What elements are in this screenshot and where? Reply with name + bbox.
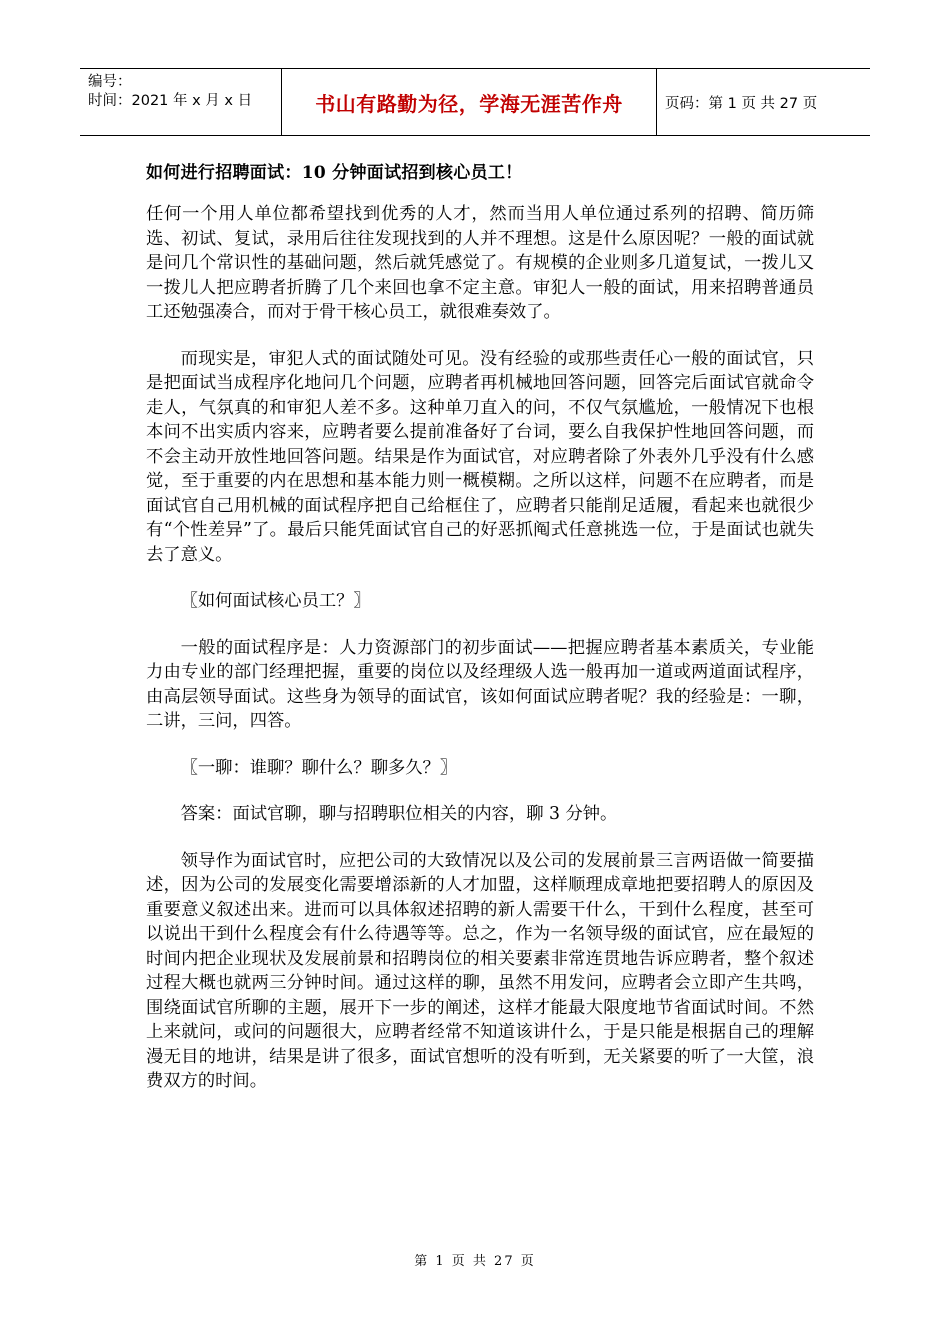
paragraph-intro: 任何一个用人单位都希望找到优秀的人才，然而当用人单位通过系列的招聘、简历筛选、初试、复试，录用后往往发现找到的人并不理想。这是什么原因呢？一般的面试就是问几个常识性的基础问题，然后就凭感觉了。有规模的企业则多几道复试，一拨儿又一拨儿人把应聘者折腾了几个来回也拿不定主意。审犯人一般的面试，用来招聘普通员工还勉强凑合，而对于骨干核心员工，就很难奏效了。	[146, 204, 814, 322]
document-date-label: 时间：2021 年 x 月 x 日	[88, 93, 253, 109]
article-title: 如何进行招聘面试：10 分钟面试招到核心员工！	[146, 163, 523, 183]
paragraph-interview-process: 一般的面试程序是：人力资源部门的初步面试——把握应聘者基本素质关，专业能力由专业的部门经理把握，重要的岗位以及经理级人选一般再加一道或两道面试程序，由高层领导面试。这些身为领导的面试官，该如何面试应聘者呢？我的经验是：一聊，二讲，三问，四答。	[146, 637, 814, 731]
paragraph-chat-answer: 答案：面试官聊，聊与招聘职位相关的内容，聊 3 分钟。	[180, 804, 618, 824]
section-heading-chat: 〖一聊：谁聊？聊什么？聊多久？〗	[180, 757, 458, 778]
paragraph-reality: 而现实是，审犯人式的面试随处可见。没有经验的或那些责任心一般的面试官，只是把面试当成程序化地问几个问题，应聘者再机械地回答问题，回答完后面试官就命令走人，气氛真的和审犯人差不多。这种单刀直入的问，不仅气氛尴尬，一般情况下也根本问不出实质内容来，应聘者要么提前准备好了台词，要么自我保护性地回答问题，而不会主动开放性地回答问题。结果是作为面试官，对应聘者除了外表外几乎没有什么感觉，至于重要的内在思想和基本能力则一概模糊。之所以这样，问题不在应聘者，而是面试官自己用机械的面试程序把自己给框住了，应聘者只能削足适履，看起来也就很少有“个性差异”了。最后只能凭面试官自己的好恶抓阄式任意挑选一位，于是面试也就失去了意义。	[146, 348, 814, 565]
header-meta-cell	[80, 69, 282, 135]
page-footer: 第 1 页 共 27 页	[414, 1254, 536, 1269]
document-header	[80, 68, 870, 136]
header-motto: 书山有路勤为径，学海无涯苦作舟	[282, 69, 657, 135]
header-page-label: 页码：第 1 页 共 27 页	[665, 95, 818, 112]
section-heading-how-to-interview: 〖如何面试核心员工？〗	[180, 591, 371, 611]
document-number-label: 编号：	[88, 74, 132, 90]
paragraph-chat-details: 领导作为面试官时，应把公司的大致情况以及公司的发展前景三言两语做一简要描述，因为公司的发展变化需要增添新的人才加盟，这样顺理成章地把要招聘人的原因及重要意义叙述出来。进而可以具体叙述招聘的新人需要干什么，干到什么程度，甚至可以说出干到什么程度会有什么待遇等等。总之，作为一名领导级的面试官，应在最短的时间内把企业现状及发展前景和招聘岗位的相关要素非常连贯地告诉应聘者，整个叙述过程大概也就两三分钟时间。通过这样的聊，虽然不用发问，应聘者会立即产生共鸣，围绕面试官所聊的主题，展开下一步的阐述，这样才能最大限度地节省面试时间。不然上来就问，或问的问题很大，应聘者经常不知道该讲什么，于是只能是根据自己的理解漫无目的地讲，结果是讲了很多，面试官想听的没有听到，无关紧要的听了一大筐，浪费双方的时间。	[146, 850, 814, 1091]
article-body	[146, 202, 814, 1116]
